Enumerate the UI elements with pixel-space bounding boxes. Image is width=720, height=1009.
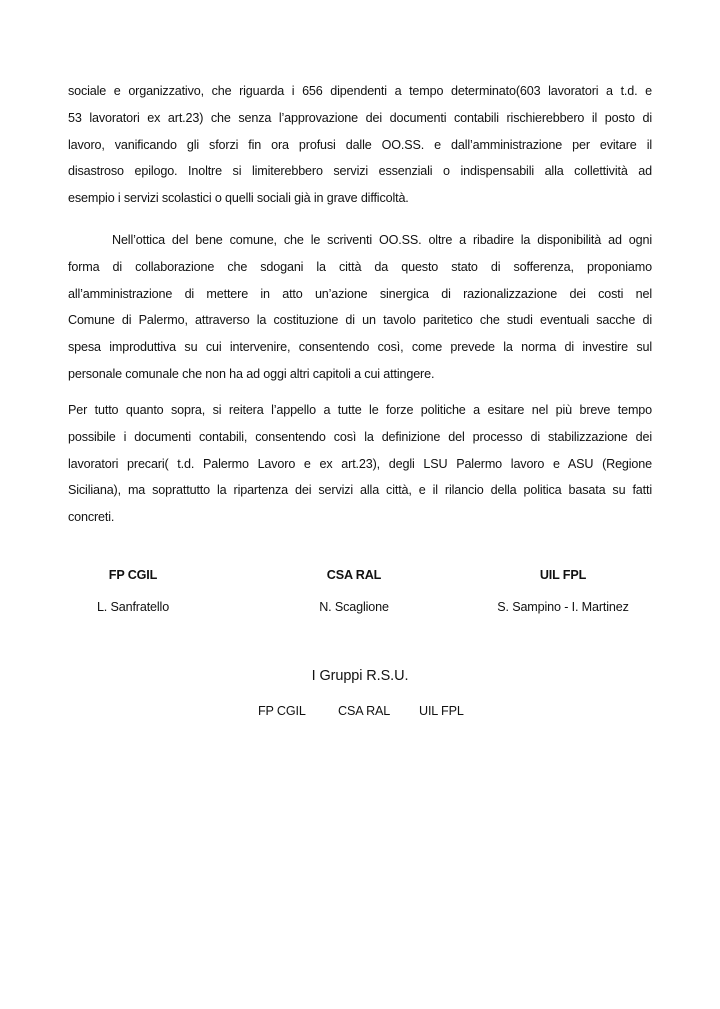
text-line: disastroso epilogo. Inoltre si limiterebbero servizi essenziali o indispensabili alla collettività ad — [68, 164, 652, 179]
text-line: Siciliana), ma soprattutto la ripartenza dei servizi alla città, e il rilancio della politica basata su fatti — [68, 483, 652, 498]
text-line: Per tutto quanto sopra, si reitera l’appello a tutte le forze politiche a esitare nel più breve tempo — [68, 403, 652, 417]
rsu-group: UIL FPL — [419, 704, 464, 718]
paragraph-1 — [68, 78, 652, 212]
rsu-group: FP CGIL — [258, 704, 306, 718]
signatory-organization: FP CGIL — [108, 568, 158, 582]
text-line: concreti. — [68, 510, 115, 525]
text-line: personale comunale che non ha ad oggi altri capitoli a cui attingere. — [68, 366, 435, 381]
text-line: forma di collaborazione che sdogani la città da questo stato di sofferenza, proponiamo — [68, 259, 652, 274]
signatory-organization: UIL FPL — [539, 568, 587, 582]
signatory-organization: CSA RAL — [326, 568, 382, 582]
text-line: Comune di Palermo, attraverso la costituzione di un tavolo paritetico che studi eventuali sacche di — [68, 313, 652, 328]
text-line: lavoro, vanificando gli sforzi fin ora profusi dalle OO.SS. e dall’amministrazione per evitare il — [68, 137, 652, 152]
signatory-name: N. Scaglione — [319, 600, 389, 614]
paragraph-3 — [68, 397, 652, 531]
text-line: spesa improduttiva su cui intervenire, consentendo così, come prevede la norma di investire sul — [68, 340, 652, 355]
signatory-name: S. Sampino - I. Martinez — [497, 600, 629, 614]
rsu-title: I Gruppi R.S.U. — [311, 668, 409, 684]
text-line: 53 lavoratori ex art.23) che senza l’approvazione dei documenti contabili rischierebbero il posto di — [68, 110, 652, 125]
paragraph-2 — [68, 227, 652, 388]
text-line: Nell’ottica del bene comune, che le scriventi OO.SS. oltre a ribadire la disponibilità ad ogni — [112, 233, 652, 247]
text-line: esempio i servizi scolastici o quelli sociali già in grave difficoltà. — [68, 191, 409, 206]
signatory-name: L. Sanfratello — [96, 600, 170, 614]
text-line: lavoratori precari( t.d. Palermo Lavoro e ex art.23), degli LSU Palermo lavoro e ASU (Regione — [68, 456, 652, 471]
text-line: sociale e organizzativo, che riguarda i 656 dipendenti a tempo determinato(603 lavoratori a t.d. e — [68, 84, 652, 98]
rsu-group: CSA RAL — [338, 704, 391, 718]
text-line: possibile i documenti contabili, consentendo così la definizione del processo di stabilizzazione dei — [68, 429, 652, 444]
text-line: all’amministrazione di mettere in atto un’azione sinergica di razionalizzazione dei costi nel — [68, 286, 652, 301]
